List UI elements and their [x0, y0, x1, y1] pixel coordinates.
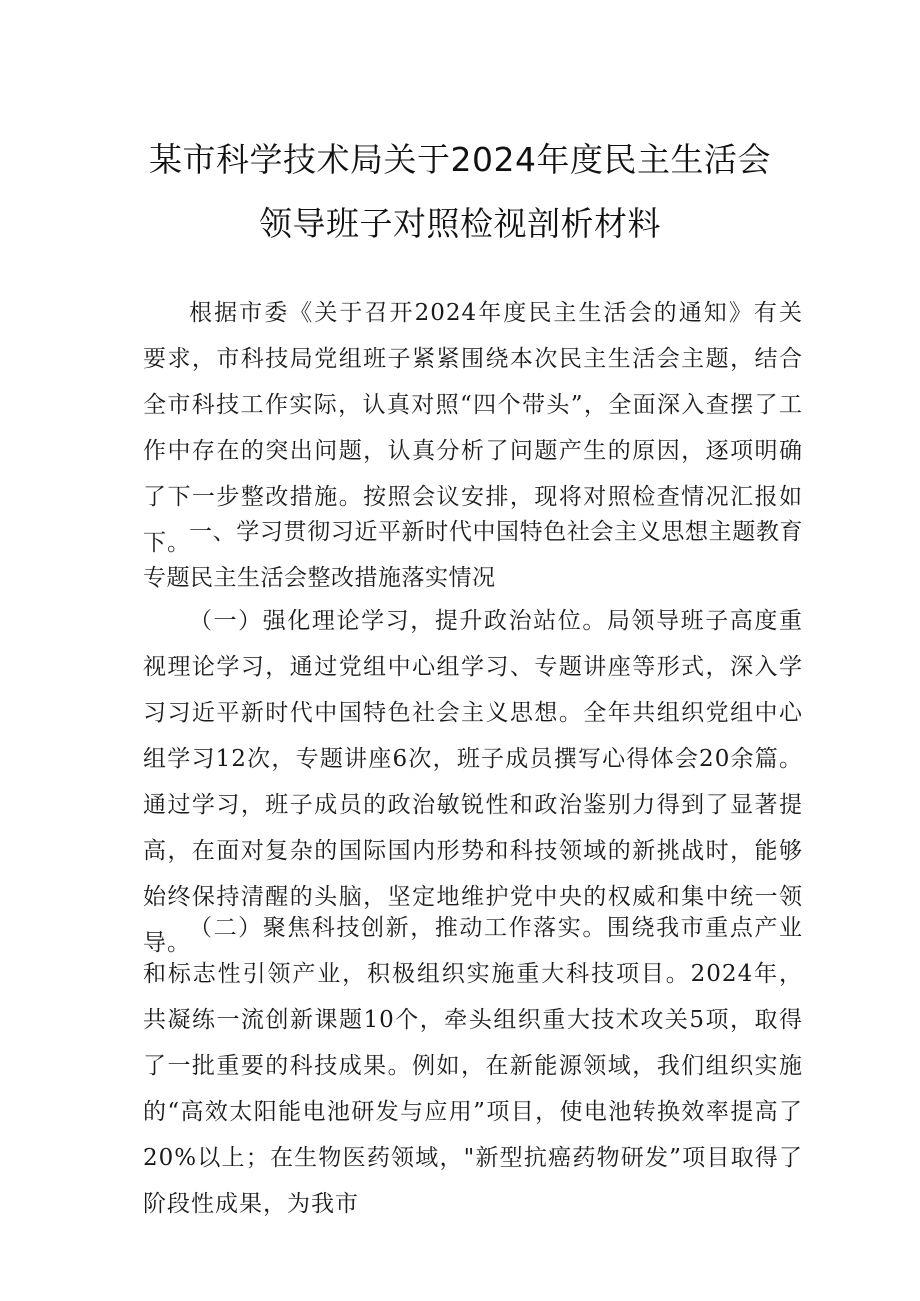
document-title-line-2: 领导班子对照检视剖析材料 — [259, 204, 661, 243]
subsection-1-paragraph: （一）强化理论学习，提升政治站位。局领导班子高度重视理论学习，通过党组中心组学习、专题讲座等形式，深入学习习近平新时代中国特色社会主义思想。全年共组织党组中心组学习12次，专题讲座6次，班子成员撰写心得体会20余篇。通过学习，班子成员的政治敏锐性和政治鉴别力得到了显著提高，在面对复杂的国际国内形势和科技领域的新挑战时，能够始终保持清醒的头脑，坚定地维护党中央的权威和集中统一领导。 — [143, 608, 803, 956]
document-title-line-1: 某市科学技术局关于2024年度民主生活会 — [149, 140, 771, 179]
section-heading-1: 一、学习贯彻习近平新时代中国特色社会主义思想主题教育专题民主生活会整改措施落实情况 — [143, 519, 803, 591]
subsection-2-paragraph: （二）聚焦科技创新，推动工作落实。围绕我市重点产业和标志性引领产业，积极组织实施重大科技项目。2024年，共凝练一流创新课题10个，牵头组织重大技术攻关5项，取得了一批重要的科技成果。例如，在新能源领域，我们组织实施的“高效太阳能电池研发与应用”项目，使电池转换效率提高了20%以上；在生物医药领域，"新型抗癌药物研发”项目取得了阶段性成果，为我市 — [143, 915, 803, 1217]
intro-paragraph: 根据市委《关于召开2024年度民主生活会的通知》有关要求，市科技局党组班子紧紧围绕本次民主生活会主题，结合全市科技工作实际，认真对照“四个带头”，全面深入查摆了工作中存在的突出问题，认真分析了问题产生的原因，逐项明确了下一步整改措施。按照会议安排，现将对照检查情况汇报如下。 — [143, 300, 803, 556]
